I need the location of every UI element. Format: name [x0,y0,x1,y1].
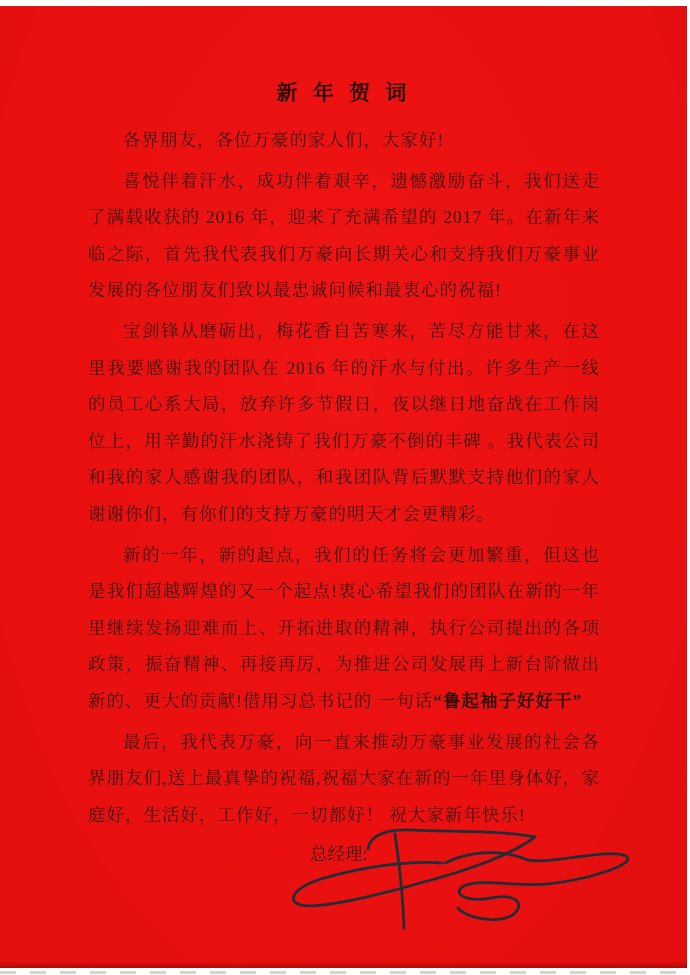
red-paper-sheet [0,6,687,968]
paragraph-newyear-quote: “鲁起袖子好好干” [433,690,583,711]
signature-label: 总经理: [310,844,368,865]
scan-curl-shadow [0,961,687,968]
signature-row [88,841,600,867]
scan-edge-artifact [0,971,690,974]
letter-content [88,6,600,867]
paragraph-opening: 喜悦伴着汗水，成功伴着艰辛，遗憾激励奋斗，我们送走了满载收获的 2016 年，迎来了充满希望的 2017 年。在新年来临之际，首先我代表我们万豪向长期关心和支持我们万豪事业发展的各位朋友们致以最忠诚问候和最衷心的祝福! [88,170,600,301]
paragraph-closing: 最后，我代表万豪，向一直来推动万豪事业发展的社会各界朋友们,送上最真挚的祝福,祝福大家在新的一年里身体好，家庭好，生活好，工作好，一切都好！ 祝大家新年快乐! [88,731,600,825]
page-title: 新 年 贺 词 [276,81,412,105]
paragraph-gratitude: 宝剑锋从磨砺出，梅花香自苦寒来，苦尽方能甘来，在这里我要感谢我的团队在 2016 年的汗水与付出。许多生产一线的员工心系大局，放弃许多节假日，夜以继日地奋战在工作岗位上，用辛勤的汗水浇铸了我们万豪不倒的丰碑 。我代表公司和我的家人感谢我的团队，和我团队背后默默支持他们的家人谢谢你们，有你们的支持万豪的明天才会更精彩。 [88,320,600,524]
paragraph-newyear [88,537,600,720]
greeting-line: 各界朋友，各位万豪的家人们，大家好! [123,130,445,150]
paragraph-newyear-text: 新的一年，新的起点，我们的任务将会更加繁重，但这也是我们超越辉煌的又一个起点!衷心希望我们的团队在新的一年里继续发扬迎难而上、开拓进取的精神，执行公司提出的各项政策，振奋精神、再接再厉，为推进公司发展再上新台阶做出新的、更大的贡献!借用习总书记的 一句话 [88,544,600,711]
